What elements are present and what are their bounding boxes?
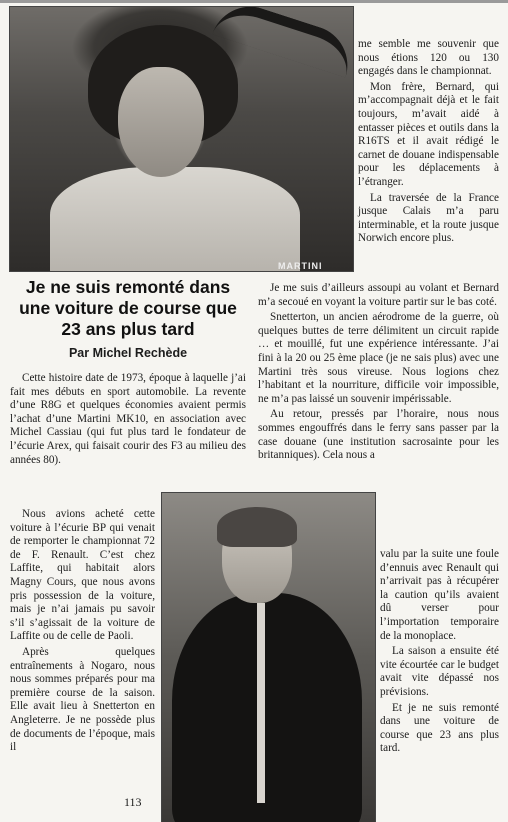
driver-body-shape xyxy=(172,593,362,822)
paragraph: La saison a ensuite été vite écourtée car le budget avait vite dépassé nos prévisions. xyxy=(380,645,499,698)
suit-badge-text: MARTINI xyxy=(278,261,323,271)
driver-hair-shape xyxy=(217,507,297,547)
article-title: Je ne suis remonté dans une voiture de course que 23 ans plus tard xyxy=(19,277,237,339)
paragraph: Snetterton, un ancien aérodrome de la guerre, où quelques buttes de terre délimitent un circuit rapide … et mouillé, fut une expérience intéressante. J’ai fini à la 20 ou 25 ème place (je ne sais plus) avec une Martini très sous vireuse. Nous logions chez l’habitant et la nourriture, difficile voir impossible, ne m’a pas laissé un souvenir impérissable. xyxy=(258,311,499,405)
paragraph: Après quelques entraînements à Nogaro, nous nous sommes préparés pour ma première course de la saison. Elle avait lieu à Snetterton en Angleterre. Je ne possède plus de documents de l’époque, mais il xyxy=(10,645,155,754)
paragraph: Au retour, pressés par l’horaire, nous nous sommes engouffrés dans le ferry sans passer par la case douane (une institution sacrosainte pour les britanniques). Cela nous a xyxy=(258,408,499,462)
paragraph: Nous avions acheté cette voiture à l’écurie BP qui venait de remporter le championnat 72 de F. Renault. C’est chez Laffite, qui habitait alors Magny Cours, que nous avons pris possession de la voiture, mais je n’ai jamais pu savoir s’il s’agissait de la voiture de Laffite ou de celle de Paoli. xyxy=(10,508,155,643)
zip-stripe-shape xyxy=(257,603,265,803)
paragraph: Cette histoire date de 1973, époque à laquelle j’ai fait mes débuts en sport automobile. La revente d’une R8G et quelques économies avaient permis l’achat d’une Martini MK10, en association avec Michel Cassiau (qui fut plus tard le fondateur de l’écurie Arex, qui faisait courir des F3 au milieu des années 80). xyxy=(10,372,246,466)
paragraph: Mon frère, Bernard, qui m’accompagnait déjà et le fait toujours, m’avait aidé à entasser pièces et outils dans la R16TS et il avait rédigé le carnet de douane indispensable pour les déplacements à l’étranger. xyxy=(358,80,499,188)
column-right-bottom xyxy=(380,548,499,758)
race-suit-shape xyxy=(50,167,300,272)
driver-portrait-photo xyxy=(9,6,354,272)
column-left-continued xyxy=(10,508,155,757)
page-number: 113 xyxy=(124,795,142,809)
column-left-intro xyxy=(10,372,246,469)
paragraph: valu par la suite une foule d’ennuis avec Renault qui n’arrivait pas à récupérer la caution qu’ils avaient dû verser pour l’importation temporaire de la monoplace. xyxy=(380,548,499,642)
driver-crouching-photo xyxy=(161,492,376,822)
paragraph: me semble me souvenir que nous étions 120 ou 130 engagés dans le championnat. xyxy=(358,38,499,78)
paragraph: Je me suis d’ailleurs assoupi au volant et Bernard m’a secoué en voyant la voiture partir sur le bas coté. xyxy=(258,282,499,308)
paragraph: Et je ne suis remonté dans une voiture de course que 23 ans plus tard. xyxy=(380,701,499,755)
column-right-top xyxy=(358,38,499,248)
article-byline: Par Michel Rechède xyxy=(68,346,188,360)
paragraph: La traversée de la France jusque Calais m’a paru interminable, et la route jusque Norwich encore plus. xyxy=(358,191,499,245)
top-rule xyxy=(0,0,508,3)
face-shape xyxy=(118,67,204,177)
column-right-middle xyxy=(258,282,499,465)
